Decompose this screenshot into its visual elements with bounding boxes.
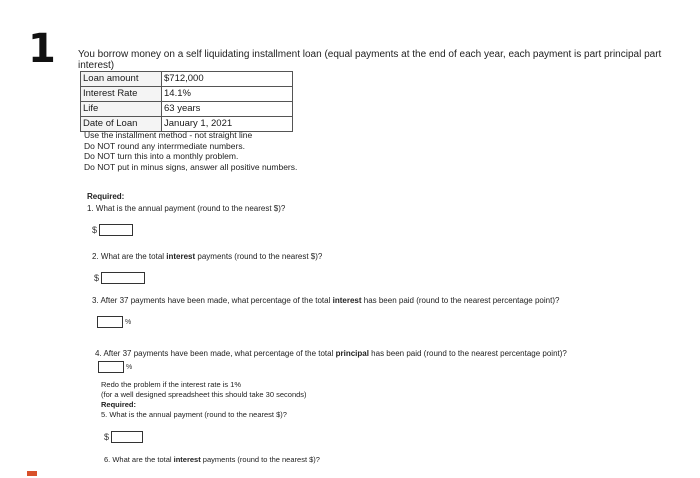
loan-date-value: January 1, 2021 — [162, 117, 293, 132]
question-2 — [92, 252, 322, 261]
interest-rate-label: Interest Rate — [81, 87, 162, 102]
q2-text: 2. What are the total — [92, 252, 167, 261]
answer-2-row — [94, 272, 145, 284]
question-6 — [104, 455, 320, 464]
question-4 — [95, 349, 567, 358]
total-interest-input[interactable] — [101, 272, 145, 284]
required-heading: Required: — [87, 192, 125, 201]
q3-text: 3. After 37 payments have been made, what percentage of the total — [92, 296, 333, 305]
dollar-sign: $ — [104, 432, 110, 442]
q6-bold: interest — [173, 455, 201, 464]
problem-intro: You borrow money on a self liquidating installment loan (equal payments at the end of each year, each payment is part principal part interest) — [78, 49, 662, 71]
note-line: Do NOT put in minus signs, answer all positive numbers. — [84, 161, 298, 172]
answer-5-row — [104, 431, 143, 443]
q4-text-end: has been paid (round to the nearest percentage point)? — [368, 349, 567, 358]
q6-text-end: payments (round to the nearest $)? — [200, 455, 320, 464]
q2-text-end: payments (round to the nearest $)? — [195, 252, 323, 261]
interest-percent-input[interactable] — [97, 316, 123, 328]
life-value: 63 years — [162, 102, 293, 117]
table-row — [81, 72, 293, 87]
app-tile-icon — [27, 471, 37, 476]
question-1: 1. What is the annual payment (round to the nearest $)? — [87, 204, 286, 213]
dollar-sign: $ — [92, 225, 98, 235]
percent-sign: % — [126, 363, 133, 371]
dollar-sign: $ — [94, 273, 100, 283]
loan-amount-value: $712,000 — [162, 72, 293, 87]
q3-bold: interest — [332, 296, 362, 305]
question-3 — [92, 296, 559, 305]
percent-sign: % — [125, 318, 132, 326]
life-label: Life — [81, 102, 162, 117]
table-row — [81, 87, 293, 102]
question-number: 1 — [28, 26, 56, 72]
answer-4-row — [98, 361, 132, 373]
table-row — [81, 102, 293, 117]
q2-bold: interest — [166, 252, 196, 261]
note-line: Do NOT turn this into a monthly problem. — [84, 151, 239, 161]
required-heading-2: Required: — [101, 400, 137, 409]
q4-text: 4. After 37 payments have been made, what percentage of the total — [95, 349, 336, 358]
redo-text: Redo the problem if the interest rate is 1% — [101, 380, 242, 389]
question-5: 5. What is the annual payment (round to the nearest $)? — [101, 410, 287, 419]
interest-rate-value: 14.1% — [162, 87, 293, 102]
loan-amount-label: Loan amount — [81, 72, 162, 87]
redo-note: (for a well designed spreadsheet this should take 30 seconds) — [101, 390, 307, 399]
annual-payment-2-input[interactable] — [111, 431, 143, 443]
annual-payment-input[interactable] — [99, 224, 133, 236]
note-line: Do NOT round any interrmediate numbers. — [84, 140, 245, 151]
q4-bold: principal — [335, 349, 369, 358]
answer-1-row — [92, 224, 133, 236]
answer-3-row — [97, 316, 131, 328]
q6-text: 6. What are the total — [104, 455, 174, 464]
note-line: Use the installment method - not straight line — [84, 130, 253, 140]
q3-text-end: has been paid (round to the nearest percentage point)? — [361, 296, 560, 305]
instruction-notes — [84, 130, 297, 172]
loan-info-table — [80, 71, 293, 132]
loan-date-label: Date of Loan — [81, 117, 162, 132]
principal-percent-input[interactable] — [98, 361, 124, 373]
